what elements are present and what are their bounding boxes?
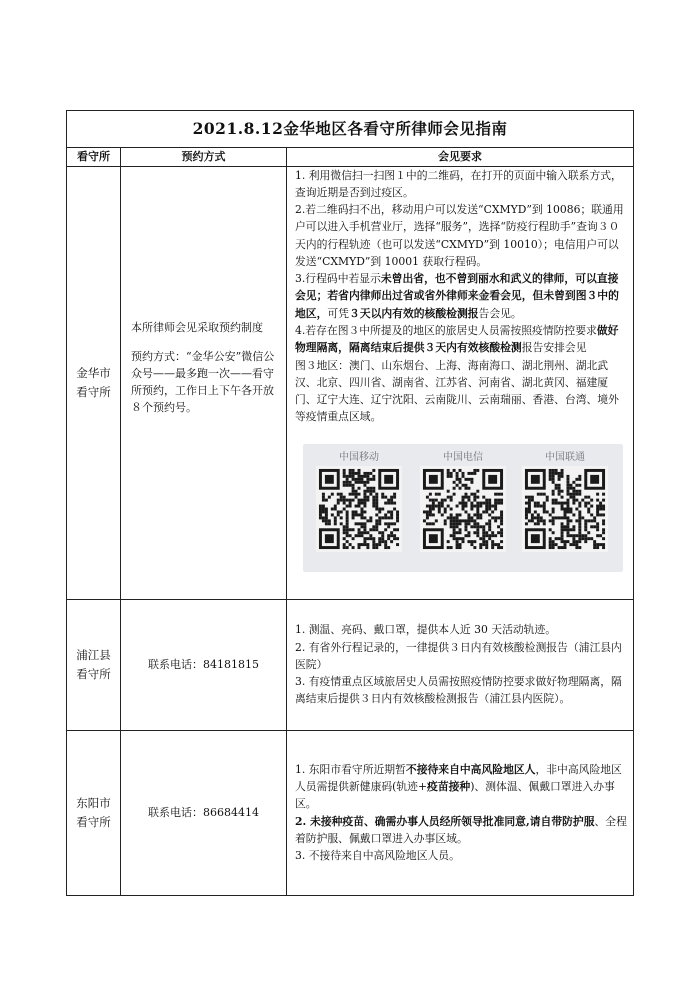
header-detention-center: 看守所 xyxy=(67,148,121,167)
meeting-requirements xyxy=(287,730,634,895)
name-line-2: 看守所 xyxy=(76,666,111,681)
table-title: 2021.8.12金华地区各看守所律师会见指南 xyxy=(67,111,634,148)
appointment-phone: 联系电话：86684414 xyxy=(121,730,287,895)
requirement-1: 1. 东阳市看守所近期暂不接待来自中高风险地区人，非中高风险地区人员需提供新健康码(轨迹+疫苗接种)、测体温、佩戴口罩进入办事区。 xyxy=(295,762,622,811)
qr-label-china-unicom: 中国联通 xyxy=(545,451,585,463)
name-line-1: 金华市 xyxy=(76,366,111,381)
header-meeting-requirements: 会见要求 xyxy=(287,148,634,167)
qr-block-unicom xyxy=(519,450,611,552)
appointment-method xyxy=(121,166,287,599)
requirement-2: 2.若二维码扫不出，移动用户可以发送“CXMYD”到 10086；联通用户可以进入手机营业厅，选择“服务”，选择“防疫行程助手”查询３０天内的行程轨迹（也可以发送“CXMYD”到 10010）；电信用户可以发送“CXMYD”到 10001 获取行程码。 xyxy=(295,203,624,268)
detention-center-name xyxy=(67,730,121,895)
method-paragraph-1: 本所律师会见采取预约制度 xyxy=(131,320,263,334)
name-line-1: 东阳市 xyxy=(76,796,111,811)
meeting-requirements xyxy=(287,599,634,730)
table-row-pujiang xyxy=(67,599,634,730)
header-appointment-method: 预约方式 xyxy=(121,148,287,167)
requirement-2: 2. 未接种疫苗、确需办事人员经所领导批准同意,请自带防护服、全程着防护服、佩戴口罩进入办事区域。 xyxy=(295,814,627,845)
method-paragraph-2: 预约方式：“金华公安”微信公众号——最多跑一次——看守所预约，工作日上下午各开放８个预约号。 xyxy=(131,350,275,415)
meeting-requirements xyxy=(287,166,634,599)
requirement-region-list: 图３地区：澳门、山东烟台、上海、海南海口、湖北荆州、湖北武汉、北京、四川省、湖南省、江苏省、河南省、湖北黄冈、福建厦门、辽宁大连、辽宁沈阳、云南陇川、云南瑞丽、香港、台湾、境外等疫情重点区域。 xyxy=(295,358,619,424)
detention-center-name xyxy=(67,599,121,730)
qr-block-telecom xyxy=(417,450,509,552)
name-line-2: 看守所 xyxy=(76,384,111,399)
requirement-3: 3. 有疫情重点区域旅居史人员需按照疫情防控要求做好物理隔离，隔离结束后提供３日内有效核酸检测报告（浦江县内医院）。 xyxy=(295,675,622,706)
qr-block-mobile xyxy=(313,450,405,552)
table-row-jinhua xyxy=(67,166,634,599)
guide-table xyxy=(66,110,634,896)
qr-code-image xyxy=(303,444,623,572)
qr-code-icon xyxy=(522,466,608,552)
qr-label-china-telecom: 中国电信 xyxy=(443,451,483,463)
requirement-2: 2. 有省外行程记录的，一律提供３日内有效核酸检测报告（浦江县内医院） xyxy=(295,640,622,671)
qr-code-icon xyxy=(316,466,402,552)
name-line-2: 看守所 xyxy=(76,814,111,829)
qr-label-china-mobile: 中国移动 xyxy=(339,451,379,463)
name-line-1: 浦江县 xyxy=(76,648,111,663)
detention-center-name xyxy=(67,166,121,599)
requirement-3: 3.行程码中若显示未曾出省，也不曾到丽水和武义的律师，可以直接会见；若省内律师出过省或省外律师来金看会见，但未曾到图３中的地区，可凭３天以内有效的核酸检测报告会见。 xyxy=(295,272,619,320)
qr-code-icon xyxy=(420,466,506,552)
requirement-1: 1. 测温、亮码、戴口罩，提供本人近 30 天活动轨迹。 xyxy=(295,623,557,637)
appointment-phone: 联系电话：84181815 xyxy=(121,599,287,730)
requirement-1: 1. 利用微信扫一扫图１中的二维码，在打开的页面中输入联系方式，查询近期是否到过疫区。 xyxy=(295,168,622,199)
requirement-3: 3. 不接待来自中高风险地区人员。 xyxy=(295,849,460,863)
requirement-4: 4.若存在图３中所提及的地区的旅居史人员需按照疫情防控要求做好物理隔离，隔离结束后提供３天内有效核酸检测报告安排会见 xyxy=(295,323,619,355)
table-row-dongyang xyxy=(67,730,634,895)
